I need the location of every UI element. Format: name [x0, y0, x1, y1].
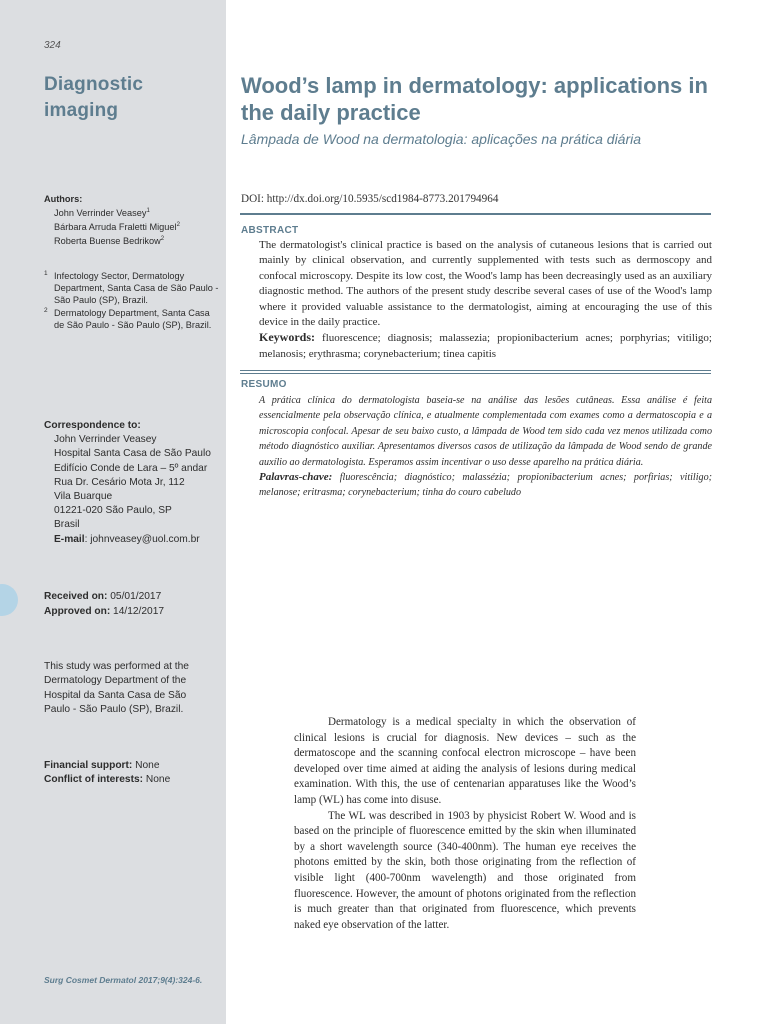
body-paragraph: The WL was described in 1903 by physicist Robert W. Wood and is based on the principle of fluorescence emitted by the skin when illuminated by a short wavelength source (340-400nm). The human eye receives the photons emitted by the skin, both those originating from the reflection of visible light (400-700nm wavelength) and those originated from fluorescence. However, the amount of photons originated from the reflection is much greater than that originated from fluorescence, which prevents naked eye observation of the latter. — [294, 809, 636, 931]
page-number: 324 — [44, 40, 61, 51]
authors-label: Authors: — [44, 194, 83, 204]
financial-support: Financial support: None — [44, 760, 160, 771]
resumo-keywords: Palavras-chave: fluorescência; diagnóstico; malassézia; propionibacterium acnes; porfirias; vitiligo; melanose; eritrasma; corynebacterium; tinha do couro cabeludo — [259, 471, 712, 499]
received-date: Received on: 05/01/2017 — [44, 591, 162, 602]
dates-block — [44, 590, 222, 619]
address-line: John Verrinder Veasey — [54, 434, 157, 446]
address-line: 01221-020 São Paulo, SP — [54, 505, 172, 517]
resumo-body — [259, 393, 712, 501]
abstract-keywords: Keywords: fluorescence; diagnosis; malassezia; propionibacterium acnes; porphyrias; vitiligo; melanosis; erythrasma; corynebacterium; tinea capitis — [259, 330, 712, 360]
section-title: Diagnostic imaging — [44, 74, 144, 121]
body-paragraph: Dermatology is a medical specialty in which the observation of clinical lesions is crucial for diagnosis. New devices – such as the dermatoscope and the scanning confocal electron microscope – have been developed over time aimed at aiding the analysis of lesions during medical examination. With this, the use of centenarian apparatuses like the Wood’s lamp (WL) has come into disuse. — [294, 716, 636, 806]
approved-date: Approved on: 14/12/2017 — [44, 605, 165, 617]
correspondence-label: Correspondence to: — [44, 420, 141, 431]
address-line: Edifício Conde de Lara – 5º andar — [54, 462, 208, 474]
doi-link[interactable]: DOI: http://dx.doi.org/10.5935/scd1984-8773.201794964 — [241, 193, 499, 205]
correspondence-block — [44, 419, 222, 547]
conflict-of-interests: Conflict of interests: None — [44, 774, 171, 786]
article-title: Wood’s lamp in dermatology: applications in the daily practice — [241, 73, 708, 125]
article-body — [294, 715, 636, 933]
authors-block — [44, 193, 224, 247]
email-link[interactable]: : johnveasey@uol.com.br — [84, 533, 200, 545]
address-line: Brasil — [54, 519, 80, 531]
address-line: Hospital Santa Casa de São Paulo — [54, 448, 211, 460]
affiliation-item: 2 Dermatology Department, Santa Casa de São Paulo - São Paulo (SP), Brazil. — [44, 307, 212, 330]
resumo-heading: RESUMO — [241, 379, 287, 390]
email-line: E-mail: johnveasey@uol.com.br — [54, 533, 200, 545]
affiliations — [44, 270, 222, 332]
resumo-text: A prática clínica do dermatologista baseia-se na análise das lesões cutâneas. Essa análise é feita essencialmente pela observação clínica, e atualmente complementada com exames como a dermatoscopia e a microscopia confocal. Apesar de seu baixo custo, a lâmpada de Wood tem sido cada vez menos utilizada como método diagnóstico auxiliar. Apresentamos diversos casos de utilização da lâmpada de Wood sendo de grande auxílio ao dermatologista. Esperamos assim incentivar o uso desse aparelho na prática diária. — [259, 395, 712, 468]
affiliation-item: 1 Infectology Sector, Dermatology Department, Santa Casa de São Paulo - São Paulo (SP), Brazil. — [44, 270, 219, 305]
abstract-text: The dermatologist's clinical practice is based on the analysis of cutaneous lesions that is carried out mainly by clinical observation, and currently supplemented with tests such as dermoscopy and confocal microscopy. Despite its low cost, the Wood's lamp has been decreasingly used as an auxiliary diagnostic method. The authors of the present study describe several cases of use of the Wood's lamp where it provided valuable assistance to the dermatologist, aiming at encouraging the use of this device in the daily practice. — [259, 239, 712, 329]
abstract-heading: ABSTRACT — [241, 225, 299, 236]
abstract-body — [259, 238, 712, 362]
divider — [240, 370, 711, 371]
divider — [240, 213, 711, 215]
journal-citation: Surg Cosmet Dermatol 2017;9(4):324-6. — [44, 975, 203, 985]
author-name: Bárbara Arruda Fraletti Miguel$^2$ — [54, 222, 180, 233]
address-line: Rua Dr. Cesário Mota Jr, 112 — [54, 476, 185, 488]
author-name: Roberta Buense Bedrikow$^2$ — [54, 236, 165, 247]
address-line: Vila Buarque — [54, 491, 113, 503]
study-note: This study was performed at the Dermatology Department of the Hospital da Santa Casa de São Paulo - São Paulo (SP), Brazil. — [44, 661, 189, 715]
funding-block — [44, 759, 222, 788]
author-name: John Verrinder Veasey$^1$ — [54, 208, 150, 219]
article-subtitle: Lâmpada de Wood na dermatologia: aplicações na prática diária — [241, 131, 642, 147]
